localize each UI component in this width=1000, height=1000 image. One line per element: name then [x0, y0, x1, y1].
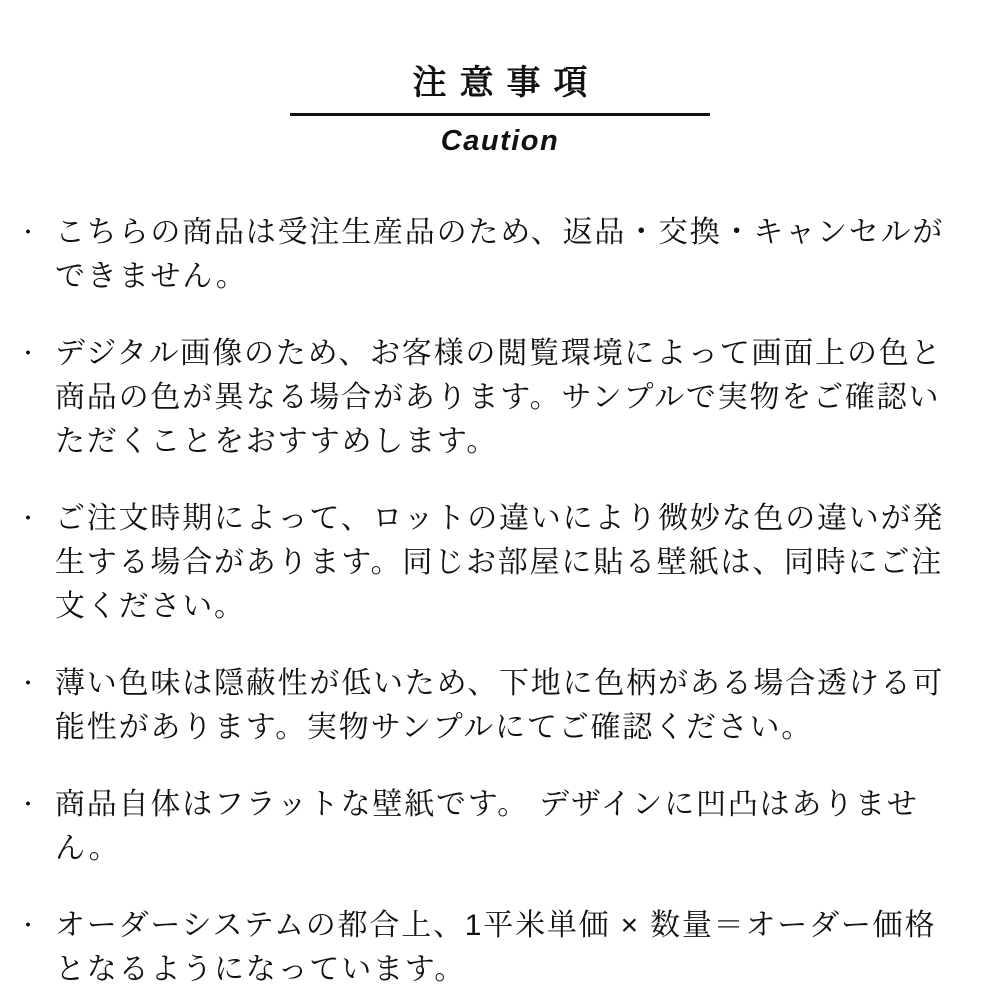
list-item: [13, 783, 980, 871]
bullet-icon: ・: [16, 341, 39, 367]
caution-header: [0, 63, 1000, 160]
caution-text-returns: こちらの商品は受注生産品のため、返品・交換・キャンセルができません。: [55, 216, 945, 294]
list-item: [13, 211, 980, 299]
caution-text-flat-design: 商品自体はフラットな壁紙です。 デザインに凹凸はありません。: [55, 788, 919, 866]
bullet-icon: ・: [16, 671, 39, 697]
list-item: [13, 662, 980, 750]
page-title: 注意事項: [412, 64, 601, 102]
caution-text-digital-color: デジタル画像のため、お客様の閲覧環境によって画面上の色と商品の色が異なる場合があります。サンプルで実物をご確認いただくことをおすすめします。: [55, 337, 943, 459]
caution-text-order-pricing: オーダーシステムの都合上、1平米単価 × 数量＝オーダー価格となるようになっています。: [55, 909, 937, 987]
bullet-icon: ・: [16, 913, 39, 939]
bullet-icon: ・: [16, 506, 39, 532]
caution-list: [0, 211, 1000, 992]
title-divider: [290, 113, 710, 116]
caution-text-opacity: 薄い色味は隠蔽性が低いため、下地に色柄がある場合透ける可能性があります。実物サンプルにてご確認ください。: [55, 667, 945, 745]
page-subtitle: Caution: [440, 124, 560, 157]
bullet-icon: ・: [16, 220, 39, 246]
list-item: [13, 904, 980, 992]
bullet-icon: ・: [16, 792, 39, 818]
list-item: [13, 497, 980, 629]
list-item: [13, 332, 980, 464]
caution-text-lot-difference: ご注文時期によって、ロットの違いにより微妙な色の違いが発生する場合があります。同じお部屋に貼る壁紙は、同時にご注文ください。: [55, 502, 945, 624]
